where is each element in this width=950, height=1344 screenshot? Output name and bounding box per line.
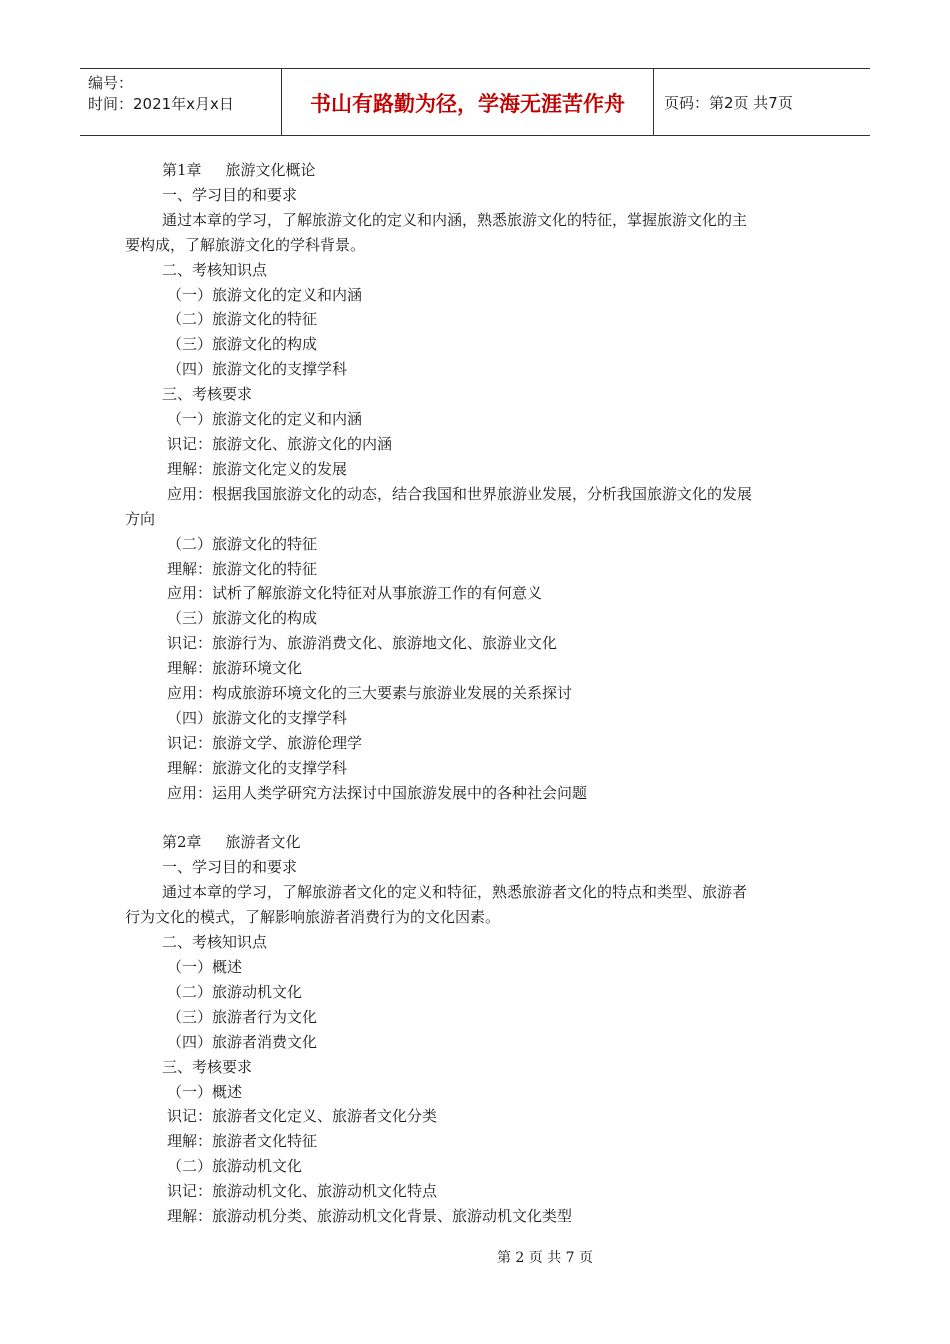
requirement-line: 识记：旅游文学、旅游伦理学 <box>167 733 363 752</box>
list-item: （一）概述 <box>167 957 243 976</box>
page-footer: 第 2 页 共 7 页 <box>496 1250 594 1266</box>
requirement-heading: （一）旅游文化的定义和内涵 <box>167 410 363 429</box>
requirement-line: 理解：旅游文化的支撑学科 <box>167 758 348 777</box>
section-heading: 二、考核知识点 <box>162 933 268 952</box>
requirement-line: 应用：试析了解旅游文化特征对从事旅游工作的有何意义 <box>167 584 543 603</box>
chapter-name: 旅游文化概论 <box>225 161 316 179</box>
list-item: （一）旅游文化的定义和内涵 <box>167 285 363 304</box>
chapter-title <box>125 158 825 183</box>
header-page-info: 页码：第2页 共7页 <box>664 93 793 112</box>
section-heading: 一、学习目的和要求 <box>162 858 298 877</box>
list-item: （二）旅游动机文化 <box>167 982 303 1001</box>
requirement-line: 应用：构成旅游环境文化的三大要素与旅游业发展的关系探讨 <box>167 684 573 703</box>
list-item: （二）旅游文化的特征 <box>167 310 318 329</box>
requirement-line: 理解：旅游文化的特征 <box>167 559 318 578</box>
requirement-heading: （一）概述 <box>167 1082 243 1101</box>
requirement-line: 理解：旅游文化定义的发展 <box>167 459 348 478</box>
requirement-line: 应用：运用人类学研究方法探讨中国旅游发展中的各种社会问题 <box>167 783 588 802</box>
paragraph-line: 要构成，了解旅游文化的学科背景。 <box>125 235 366 254</box>
number-label: 编号： <box>88 74 134 92</box>
section-heading: 二、考核知识点 <box>162 260 268 279</box>
document-body <box>125 158 825 1229</box>
chapter-spacer <box>125 806 825 831</box>
requirement-heading: （二）旅游文化的特征 <box>167 534 318 553</box>
header-meta <box>80 69 282 135</box>
requirement-line: 应用：根据我国旅游文化的动态，结合我国和世界旅游业发展，分析我国旅游文化的发展 <box>167 484 753 503</box>
paragraph-line: 行为文化的模式，了解影响旅游者消费行为的文化因素。 <box>125 908 501 927</box>
section-heading: 三、考核要求 <box>162 385 253 404</box>
paragraph-line: 通过本章的学习，了解旅游文化的定义和内涵，熟悉旅游文化的特征，掌握旅游文化的主 <box>162 210 748 229</box>
list-item: （三）旅游文化的构成 <box>167 335 318 354</box>
chapter-title <box>125 830 825 855</box>
header-motto: 书山有路勤为径，学海无涯苦作舟 <box>282 69 654 135</box>
requirement-line: 识记：旅游者文化定义、旅游者文化分类 <box>167 1107 438 1126</box>
list-item: （四）旅游文化的支撑学科 <box>167 360 348 379</box>
requirement-line: 理解：旅游动机分类、旅游动机文化背景、旅游动机文化类型 <box>167 1207 573 1226</box>
chapter-number: 第2章 <box>162 833 202 852</box>
page-header <box>80 68 870 136</box>
list-item: （三）旅游者行为文化 <box>167 1007 318 1026</box>
requirement-line: 识记：旅游行为、旅游消费文化、旅游地文化、旅游业文化 <box>167 634 558 653</box>
section-heading: 一、学习目的和要求 <box>162 185 298 204</box>
section-heading: 三、考核要求 <box>162 1057 253 1076</box>
chapter-number: 第1章 <box>162 161 202 179</box>
time-label: 时间：2021年x月x日 <box>88 95 234 113</box>
chapter-name: 旅游者文化 <box>225 833 301 852</box>
requirement-line: 理解：旅游者文化特征 <box>167 1132 318 1151</box>
requirement-line: 方向 <box>125 509 156 528</box>
requirement-line: 识记：旅游动机文化、旅游动机文化特点 <box>167 1182 438 1201</box>
requirement-heading: （三）旅游文化的构成 <box>167 609 318 628</box>
list-item: （四）旅游者消费文化 <box>167 1032 318 1051</box>
paragraph-line: 通过本章的学习，了解旅游者文化的定义和特征，熟悉旅游者文化的特点和类型、旅游者 <box>162 883 748 902</box>
requirement-heading: （二）旅游动机文化 <box>167 1157 303 1176</box>
requirement-line: 理解：旅游环境文化 <box>167 659 303 678</box>
requirement-heading: （四）旅游文化的支撑学科 <box>167 708 348 727</box>
requirement-line: 识记：旅游文化、旅游文化的内涵 <box>167 434 393 453</box>
